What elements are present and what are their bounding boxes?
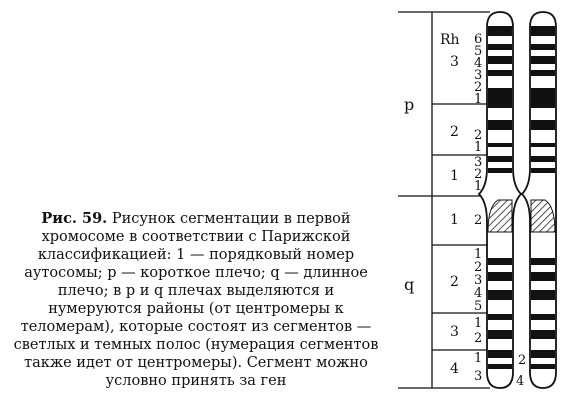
chromatid-left: [479, 12, 521, 388]
rh-label: Rh: [440, 32, 460, 48]
segment-number: 3: [474, 68, 483, 83]
region-q3-number: 3: [450, 324, 459, 340]
segment-number: 4: [474, 56, 483, 71]
region-p1-number: 1: [450, 168, 459, 184]
segment-number: 1: [474, 179, 483, 194]
segment-number: 6: [474, 32, 483, 47]
arm-p-label: p: [404, 95, 415, 114]
segment-number: 1: [474, 316, 483, 331]
segment-number: 2: [474, 167, 483, 182]
chromatid-right: [522, 12, 556, 388]
figure-caption: [12, 210, 380, 390]
arm-q-label: q: [404, 275, 415, 294]
extra-segment-label: 2: [518, 353, 527, 368]
extra-segment-label: 4: [516, 374, 525, 389]
segment-number: 1: [474, 351, 483, 366]
region-q2-number: 2: [450, 274, 459, 290]
segment-number: 2: [474, 128, 483, 143]
segment-number: 4: [474, 286, 483, 301]
segment-number: 3: [474, 273, 483, 288]
caption-text: Рисунок сегментации в первой хромосоме в соответствии с Парижской классификацией: 1 — порядковый номер аутосомы; р — короткое плечо; q — длинное плечо; в р и q плечах выделяются и нумеруются районы (от центромеры к теломерам), которые состоят из сегментов — светлых и темных полос (нумерация сегментов также идет от центромеры). Сегмент можно условно принять за ген: [13, 211, 379, 389]
segment-number: 2: [474, 80, 483, 95]
segment-number: 2: [474, 260, 483, 275]
region-q1-number: 1: [450, 212, 459, 228]
segment-number: 3: [474, 369, 483, 384]
segment-number: 3: [474, 155, 483, 170]
segment-number: 1: [474, 140, 483, 155]
region-p3-number: 3: [450, 54, 459, 70]
segment-number: 2: [474, 213, 483, 228]
region-p2-number: 2: [450, 124, 459, 140]
segment-number: 5: [474, 44, 483, 59]
figure-label: Рис. 59.: [41, 210, 108, 227]
segment-number: 1: [474, 247, 483, 262]
segment-number: 2: [474, 331, 483, 346]
region-q4-number: 4: [450, 361, 459, 377]
segment-number: 1: [474, 92, 483, 107]
segment-number: 5: [474, 299, 483, 314]
